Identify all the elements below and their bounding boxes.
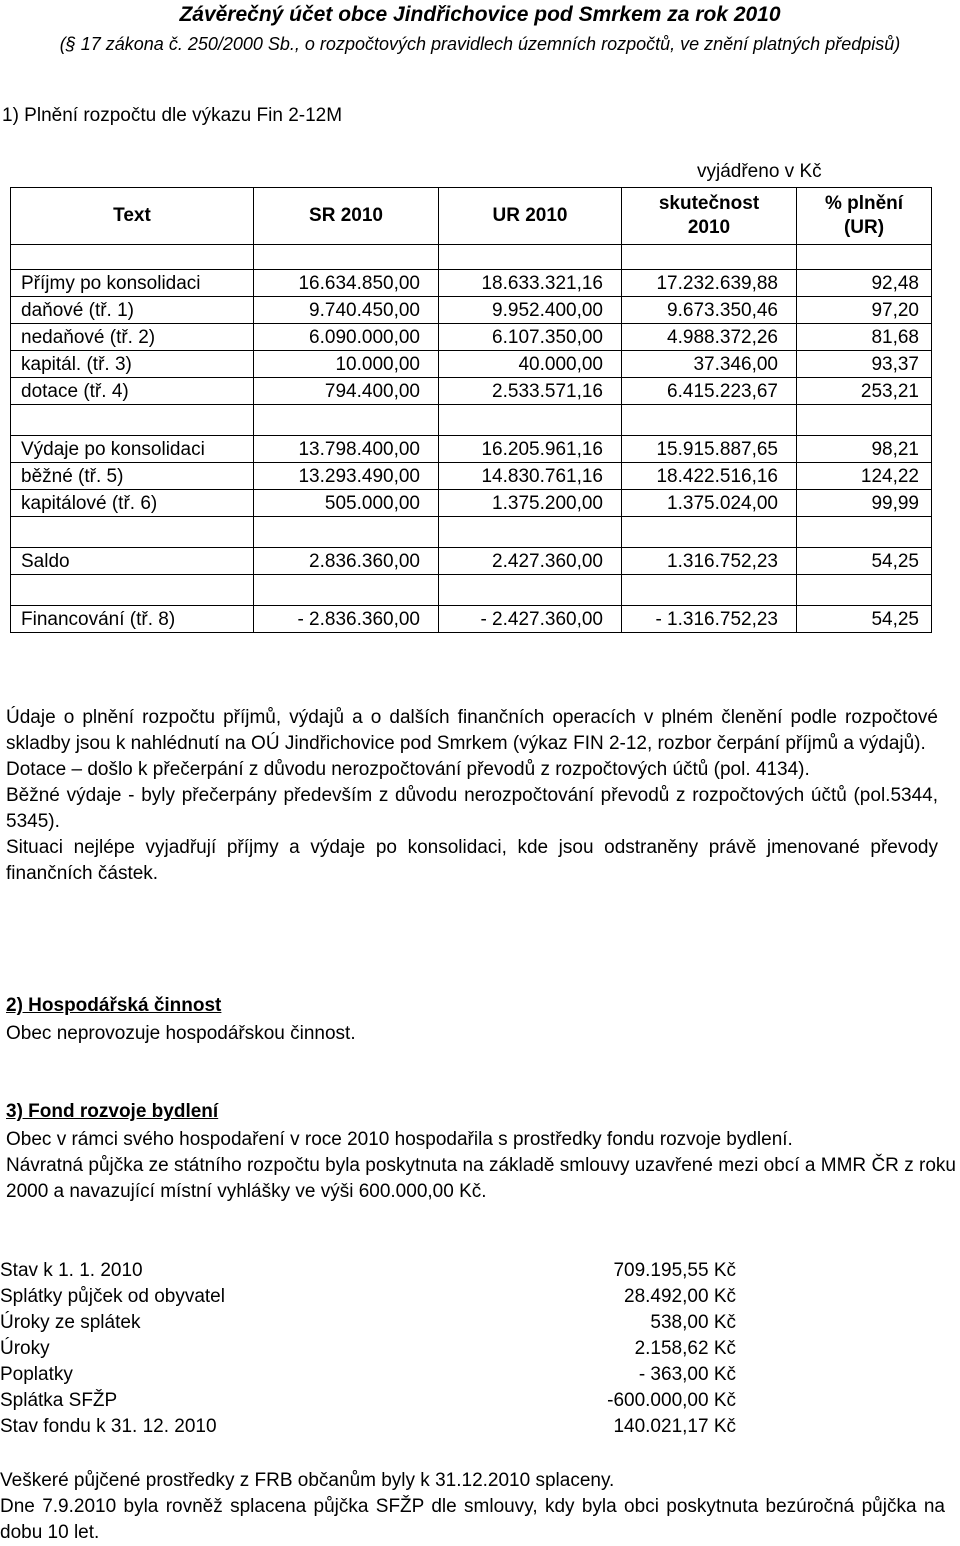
list-item: Úroky 2.158,62 Kč (0, 1338, 736, 1359)
page-subtitle: (§ 17 zákona č. 250/2000 Sb., o rozpočtových pravidlech územních rozpočtů, ve znění platných předpisů) (59, 34, 901, 54)
paragraph: Situaci nejlépe vyjadřují příjmy a výdaje po konsolidaci, kde jsou odstraněny právě jmenované převody finančních částek. (6, 837, 938, 884)
table-row: daňové (tř. 1) 9.740.450,00 9.952.400,00 9.673.350,46 97,20 (11, 297, 932, 324)
section-1-heading: 1) Plnění rozpočtu dle výkazu Fin 2-12M (2, 105, 343, 126)
section-2-heading: 2) Hospodářská činnost (6, 995, 222, 1016)
list-item: Stav fondu k 31. 12. 2010 140.021,17 Kč (0, 1416, 736, 1437)
table-row: Financování (tř. 8) - 2.836.360,00 - 2.427.360,00 - 1.316.752,23 54,25 (11, 606, 932, 633)
col-header-actual: skutečnost 2010 (622, 188, 797, 245)
table-spacer-row (11, 405, 932, 436)
col-header-ur: UR 2010 (439, 188, 622, 245)
explanation-paragraphs (6, 705, 938, 887)
paragraph: Údaje o plnění rozpočtu příjmů, výdajů a o dalších finančních operacích v plném členění podle rozpočtové skladby jsou k nahlédnutí na OÚ Jindřichovice pod Smrkem (výkaz FIN 2-12, rozbor čerpání příjmů a výdajů). (6, 707, 938, 754)
table-spacer-row (11, 517, 932, 548)
table-row: Příjmy po konsolidaci 16.634.850,00 18.633.321,16 17.232.639,88 92,48 (11, 270, 932, 297)
page-title: Závěrečný účet obce Jindřichovice pod Smrkem za rok 2010 (179, 3, 781, 26)
table-row: Saldo 2.836.360,00 2.427.360,00 1.316.752,23 54,25 (11, 548, 932, 575)
list-item: Splátka SFŽP -600.000,00 Kč (0, 1390, 736, 1411)
budget-table (10, 187, 932, 633)
fund-note-1: Veškeré půjčené prostředky z FRB občanům byly k 31.12.2010 splaceny. (0, 1470, 615, 1491)
table-row: nedaňové (tř. 2) 6.090.000,00 6.107.350,00 4.988.372,26 81,68 (11, 324, 932, 351)
paragraph: Návratná půjčka ze státního rozpočtu byla poskytnuta na základě smlouvy uzavřené mezi obcí a MMR ČR z roku 2000 a navazující místní vyhlášky ve výši 600.000,00 Kč. (6, 1155, 956, 1202)
list-item: Stav k 1. 1. 2010 709.195,55 Kč (0, 1260, 736, 1281)
col-header-percent: % plnění (UR) (797, 188, 932, 245)
section-2-text: Obec neprovozuje hospodářskou činnost. (6, 1023, 356, 1044)
table-row: Výdaje po konsolidaci 13.798.400,00 16.205.961,16 15.915.887,65 98,21 (11, 436, 932, 463)
table-spacer-row (11, 575, 932, 606)
table-row: kapitálové (tř. 6) 505.000,00 1.375.200,00 1.375.024,00 99,99 (11, 490, 932, 517)
table-spacer-row (11, 245, 932, 270)
table-row: běžné (tř. 5) 13.293.490,00 14.830.761,16 18.422.516,16 124,22 (11, 463, 932, 490)
section-3-heading: 3) Fond rozvoje bydlení (6, 1101, 219, 1122)
table-header-row (11, 188, 932, 245)
fund-balance-list (0, 1258, 760, 1440)
table-row: dotace (tř. 4) 794.400,00 2.533.571,16 6.415.223,67 253,21 (11, 378, 932, 405)
col-header-text: Text (11, 188, 254, 245)
list-item: Poplatky - 363,00 Kč (0, 1364, 736, 1385)
list-item: Úroky ze splátek 538,00 Kč (0, 1312, 736, 1333)
unit-note: vyjádřeno v Kč (697, 161, 822, 182)
col-header-sr: SR 2010 (254, 188, 439, 245)
section-3-text (6, 1127, 956, 1205)
fund-note-2: Dne 7.9.2010 byla rovněž splacena půjčka SFŽP dle smlouvy, kdy byla obci poskytnuta bezúročná půjčka na dobu 10 let. (0, 1496, 945, 1543)
paragraph: Obec v rámci svého hospodaření v roce 2010 hospodařila s prostředky fondu rozvoje bydlení. (6, 1129, 793, 1150)
table-row: kapitál. (tř. 3) 10.000,00 40.000,00 37.346,00 93,37 (11, 351, 932, 378)
list-item: Splátky půjček od obyvatel 28.492,00 Kč (0, 1286, 736, 1307)
paragraph: Dotace – došlo k přečerpání z důvodu nerozpočtování převodů z rozpočtových účtů (pol. 4134). (6, 759, 810, 780)
paragraph: Běžné výdaje - byly přečerpány především z důvodu nerozpočtování převodů z rozpočtových účtů (pol.5344, 5345). (6, 785, 938, 832)
